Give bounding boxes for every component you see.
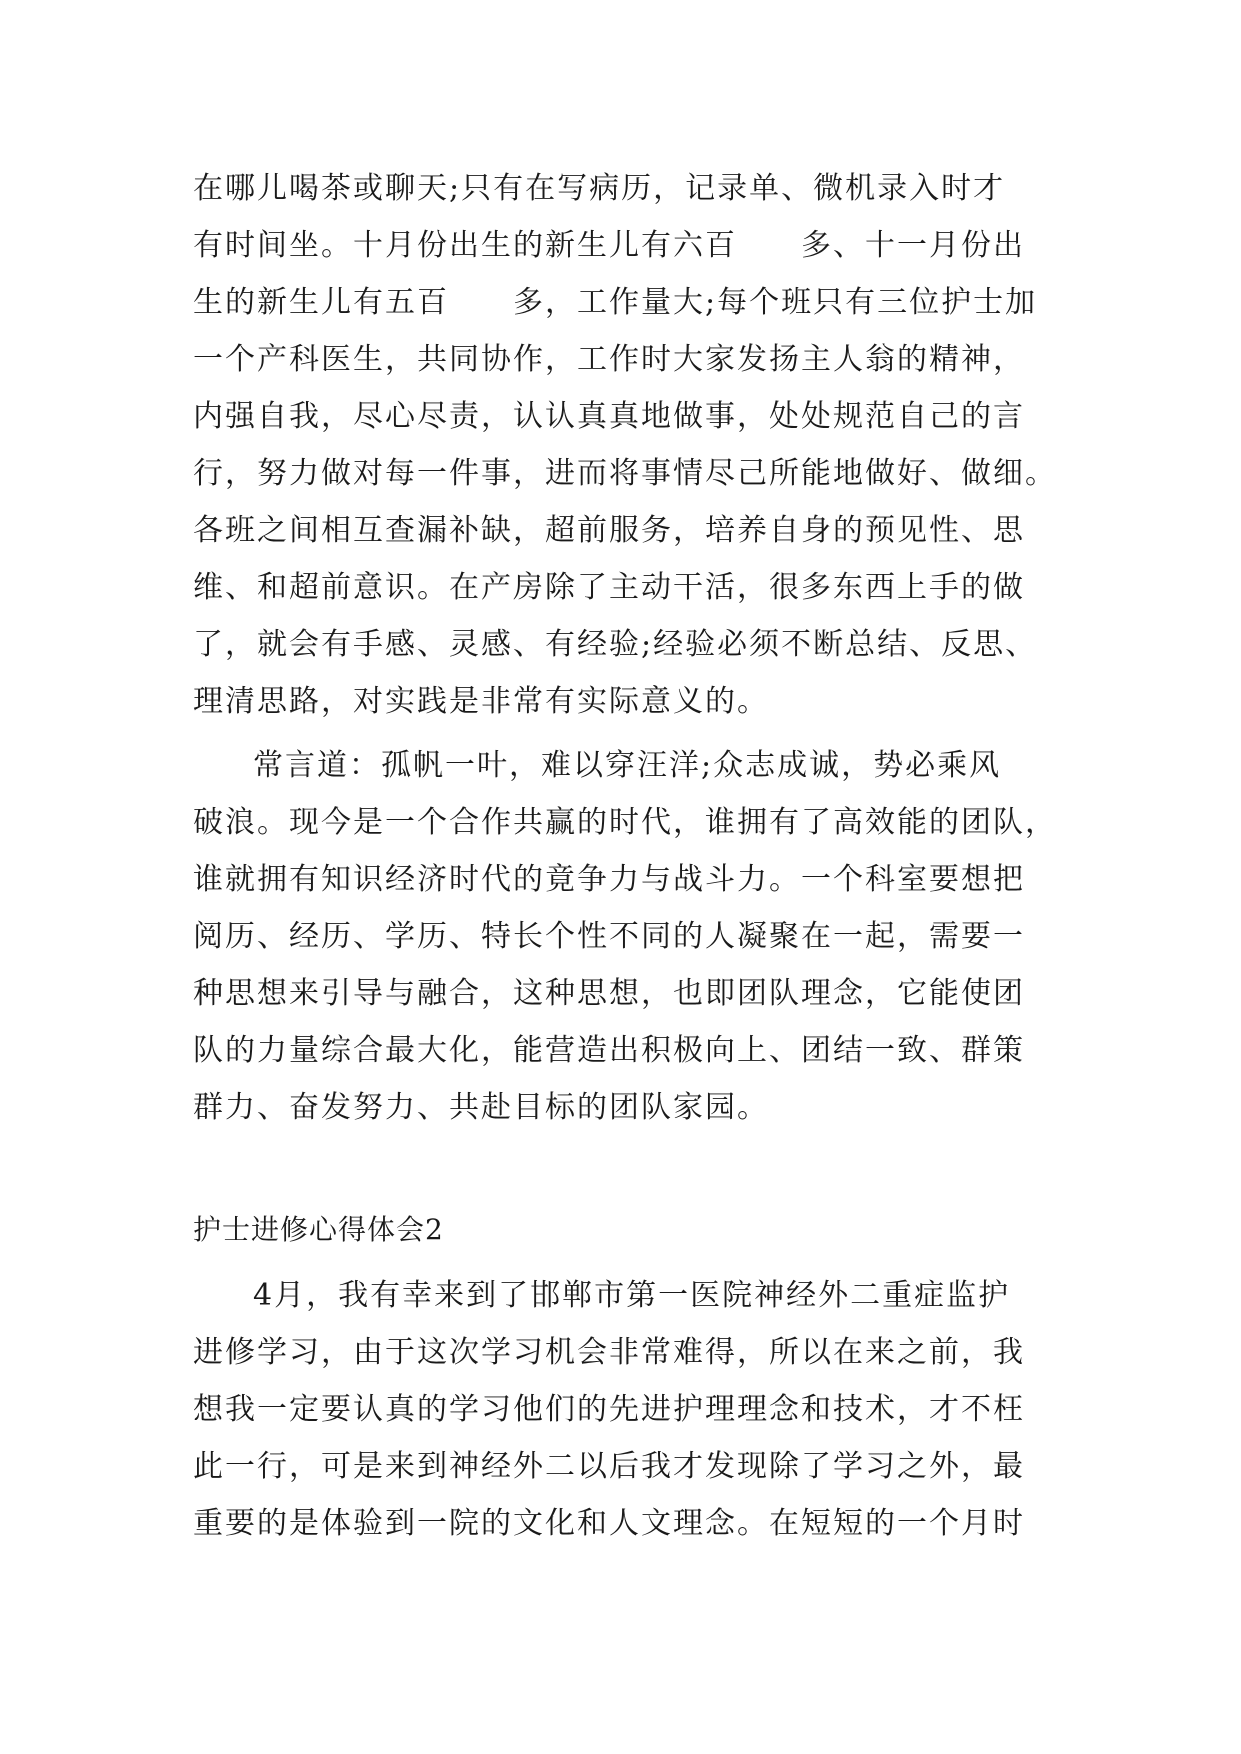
text-line: 破浪。现今是一个合作共赢的时代，谁拥有了高效能的团队， — [193, 805, 1057, 840]
text-line: 生的新生儿有五百 多，工作量大;每个班只有三位护士加 — [193, 285, 1038, 320]
text-line: 一个产科医生，共同协作，工作时大家发扬主人翁的精神， — [193, 342, 1025, 377]
text-line: 了，就会有手感、灵感、有经验;经验必须不断总结、反思、 — [193, 627, 1038, 662]
text-line: 进修学习，由于这次学习机会非常难得，所以在来之前，我 — [193, 1335, 1025, 1370]
text-line: 行，努力做对每一件事，进而将事情尽己所能地做好、做细。 — [193, 456, 1057, 491]
text-line: 队的力量综合最大化，能营造出积极向上、团结一致、群策 — [193, 1033, 1025, 1068]
text-line: 理清思路，对实践是非常有实际意义的。 — [193, 684, 769, 719]
text-line: 维、和超前意识。在产房除了主动干活，很多东西上手的做 — [193, 570, 1025, 605]
text-line: 有时间坐。十月份出生的新生儿有六百 多、十一月份出 — [193, 228, 1025, 263]
text-line: 种思想来引导与融合，这种思想，也即团队理念，它能使团 — [193, 976, 1025, 1011]
text-line: 内强自我，尽心尽责，认认真真地做事，处处规范自己的言 — [193, 399, 1025, 434]
text-line: 重要的是体验到一院的文化和人文理念。在短短的一个月时 — [193, 1506, 1025, 1541]
text-line: 想我一定要认真的学习他们的先进护理理念和技术，才不枉 — [193, 1392, 1025, 1427]
text-line: 谁就拥有知识经济时代的竟争力与战斗力。一个科室要想把 — [193, 862, 1025, 897]
text-line: 此一行，可是来到神经外二以后我才发现除了学习之外，最 — [193, 1449, 1025, 1484]
text-line: 阅历、经历、学历、特长个性不同的人凝聚在一起，需要一 — [193, 919, 1025, 954]
text-line: 群力、奋发努力、共赴目标的团队家园。 — [193, 1090, 769, 1125]
text-line: 常言道：孤帆一叶，难以穿汪洋;众志成诚，势必乘风 — [253, 748, 1002, 783]
text-line: 4月，我有幸来到了邯郸市第一医院神经外二重症监护 — [253, 1278, 1011, 1313]
section-heading: 护士进修心得体会2 — [193, 1213, 444, 1246]
text-line: 在哪儿喝茶或聊天;只有在写病历，记录单、微机录入时才 — [193, 171, 1006, 206]
text-line: 各班之间相互查漏补缺，超前服务，培养自身的预见性、思 — [193, 513, 1025, 548]
